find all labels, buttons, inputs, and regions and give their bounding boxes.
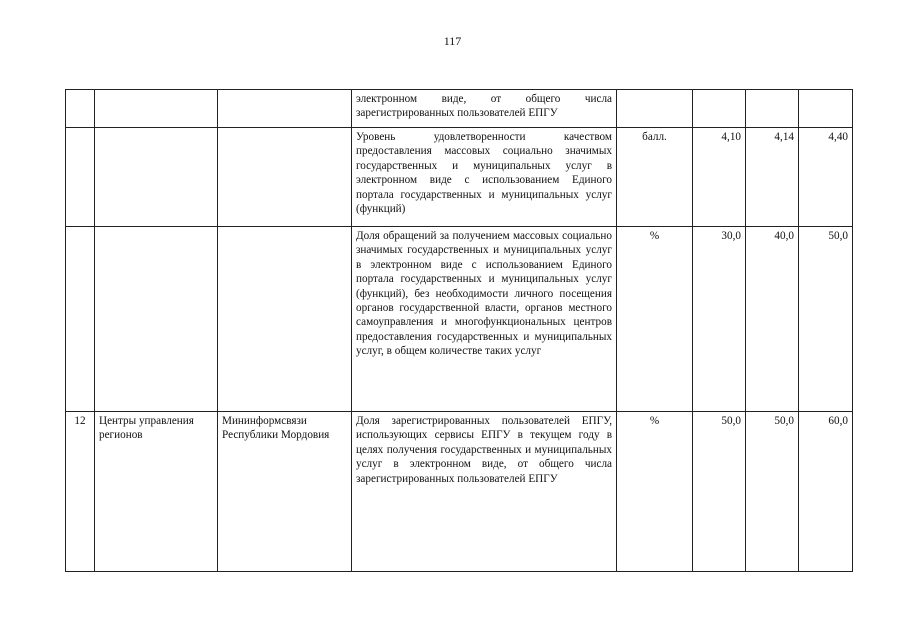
project-name-cell: Центры управления регионов [95, 412, 218, 572]
responsible-cell [218, 227, 352, 412]
responsible-cell: Мининформсвязи Республики Мордовия [218, 412, 352, 572]
value-cell-3: 50,0 [799, 227, 853, 412]
value-cell-1: 30,0 [693, 227, 746, 412]
indicator-cell: Уровень удовлетворенности качеством предоставления массовых социально значимых государственных и муниципальных услуг в электронном виде с использованием Единого портала государственных и муниципальных услуг (функций) [352, 128, 617, 227]
unit-cell: балл. [617, 128, 693, 227]
table-row [66, 128, 853, 227]
table-row [66, 227, 853, 412]
value-cell-3: 60,0 [799, 412, 853, 572]
row-number-cell: 12 [66, 412, 95, 572]
value-cell-3 [799, 90, 853, 128]
row-number-cell [66, 128, 95, 227]
unit-cell [617, 90, 693, 128]
indicator-cell: электронном виде, от общего числа зарегистрированных пользователей ЕПГУ [352, 90, 617, 128]
value-cell-2: 4,14 [746, 128, 799, 227]
value-cell-2 [746, 90, 799, 128]
value-cell-2: 50,0 [746, 412, 799, 572]
value-cell-1: 4,10 [693, 128, 746, 227]
project-name-cell [95, 128, 218, 227]
table-row [66, 412, 853, 572]
responsible-cell [218, 128, 352, 227]
responsible-cell [218, 90, 352, 128]
page-number: 117 [443, 34, 462, 48]
unit-cell: % [617, 227, 693, 412]
row-number-cell [66, 90, 95, 128]
indicator-cell: Доля зарегистрированных пользователей ЕПГУ, использующих сервисы ЕПГУ в текущем году в целях получения государственных и муниципальных услуг в электронном виде, от общего числа зарегистрированных пользователей ЕПГУ [352, 412, 617, 572]
unit-cell: % [617, 412, 693, 572]
value-cell-2: 40,0 [746, 227, 799, 412]
value-cell-1 [693, 90, 746, 128]
value-cell-1: 50,0 [693, 412, 746, 572]
value-cell-3: 4,40 [799, 128, 853, 227]
indicator-cell: Доля обращений за получением массовых социально значимых государственных и муниципальных услуг в электронном виде с использованием Единого портала государственных и муниципальных услуг (функций), без необходимости личного посещения органов государственной власти, органов местного самоуправления и многофункциональных центров предоставления государственных и муниципальных услуг, в общем количестве таких услуг [352, 227, 617, 412]
table-row [66, 90, 853, 128]
indicators-table [65, 89, 853, 572]
row-number-cell [66, 227, 95, 412]
project-name-cell [95, 227, 218, 412]
project-name-cell [95, 90, 218, 128]
